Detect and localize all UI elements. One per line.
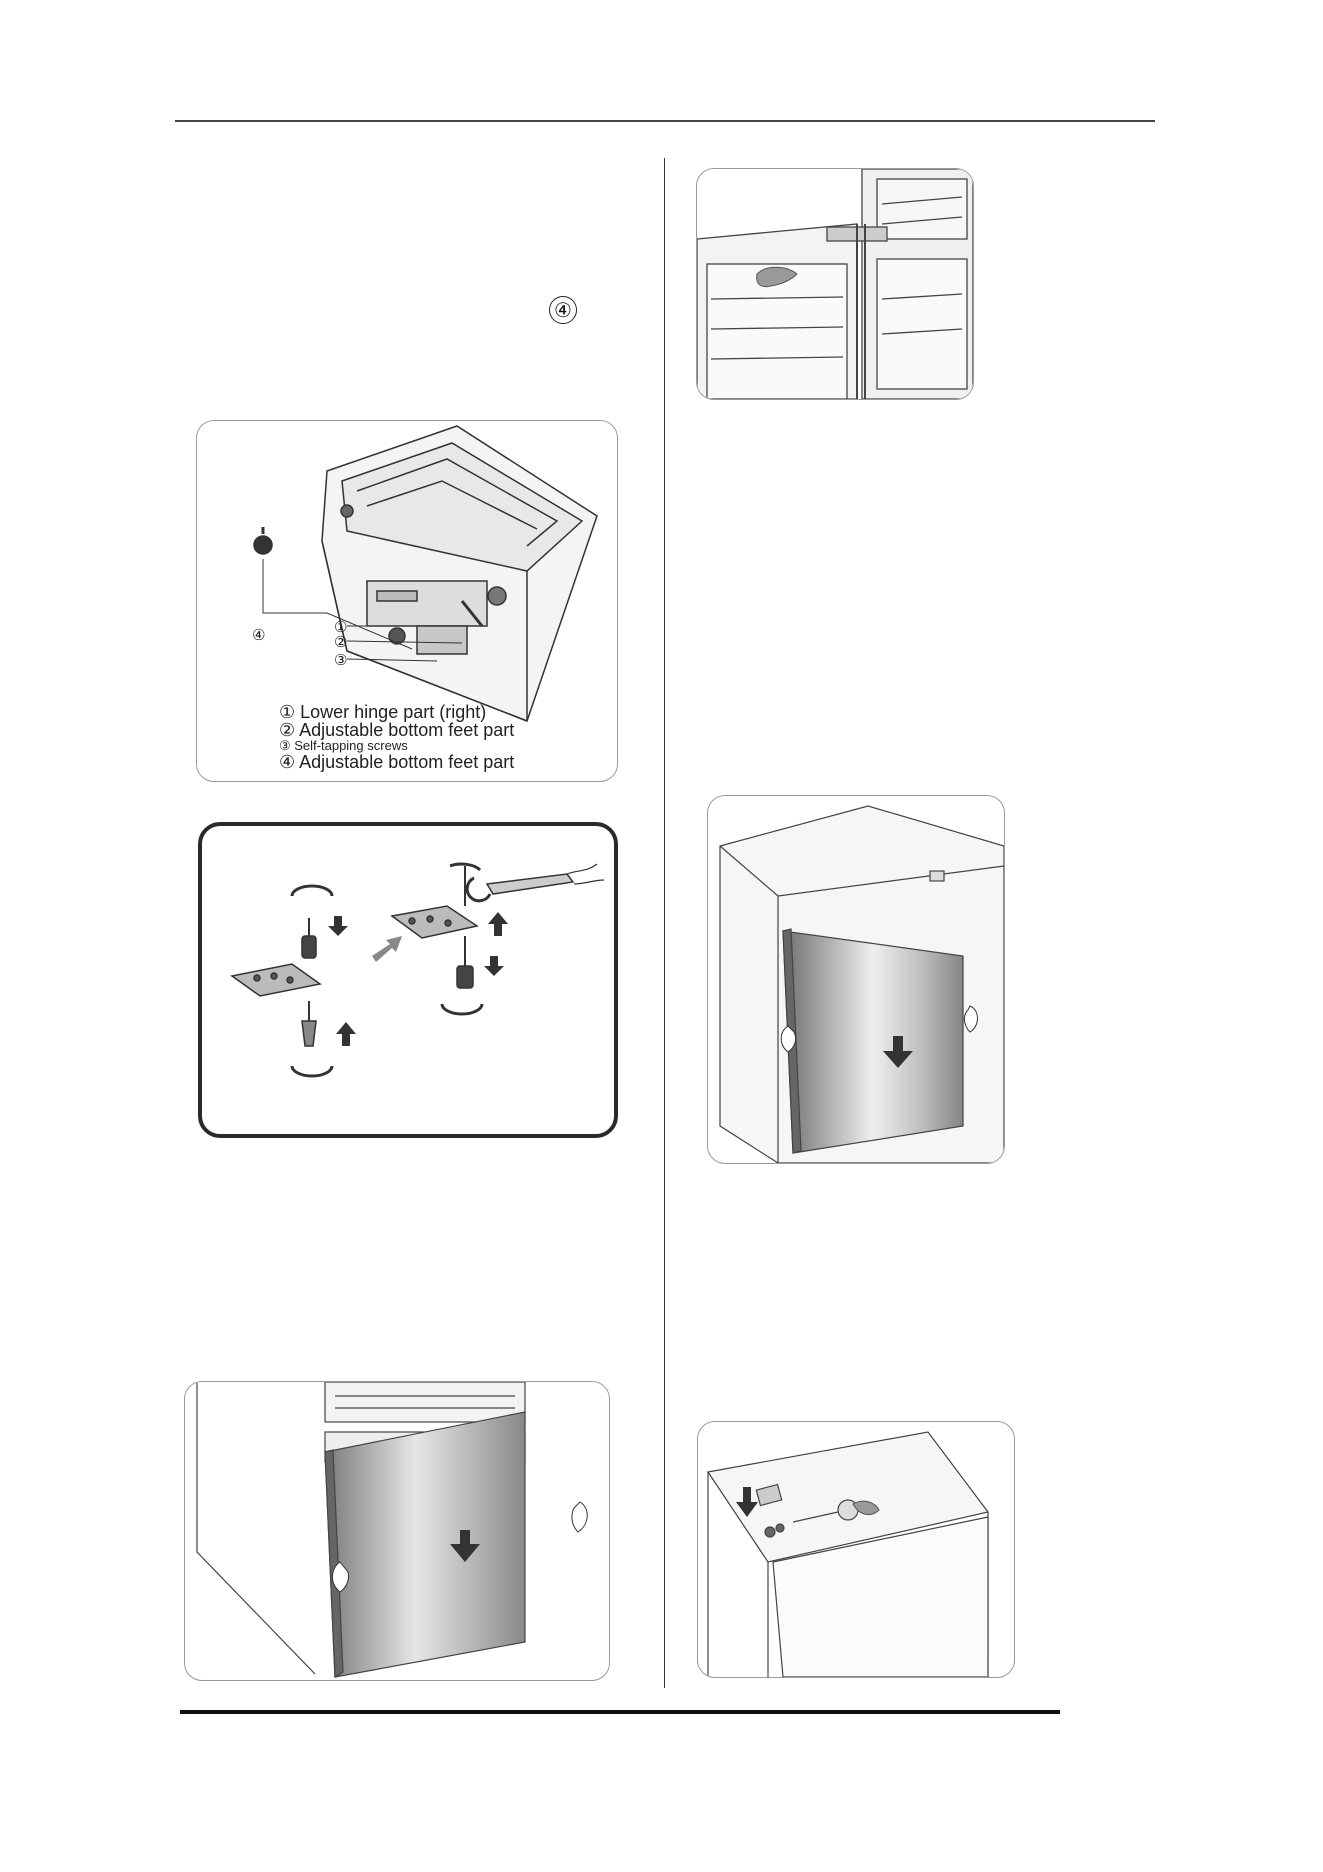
figure-hinge-swap	[198, 822, 618, 1138]
tag-3: ③	[334, 651, 348, 669]
upper-door-illustration	[708, 796, 1004, 1163]
figure-top-hinge	[696, 168, 974, 400]
tag-4: ④	[252, 626, 266, 644]
tag-1: ①	[334, 618, 348, 636]
legend-item-4: ④ Adjustable bottom feet part	[279, 752, 515, 772]
top-hinge-illustration	[697, 169, 973, 399]
figure-lower-door	[184, 1381, 610, 1681]
parts-legend	[279, 703, 514, 771]
tag-2: ②	[334, 633, 348, 651]
legend-item-2: ② Adjustable bottom feet part	[279, 720, 515, 740]
figure-top-cover	[697, 1421, 1015, 1678]
legend-item-1: ① Lower hinge part (right)	[279, 702, 487, 722]
lower-door-illustration	[185, 1382, 609, 1680]
figure-upper-door	[707, 795, 1005, 1164]
figure-bottom-parts	[196, 420, 618, 782]
column-divider	[664, 158, 665, 1688]
legend-item-3: ③ Self-tapping screws	[279, 738, 408, 753]
top-rule	[175, 120, 1155, 122]
top-cover-illustration	[698, 1422, 1014, 1677]
hinge-swap-illustration	[202, 826, 614, 1134]
intro-step-marker: ④	[549, 296, 577, 324]
bottom-rule	[180, 1710, 1060, 1714]
